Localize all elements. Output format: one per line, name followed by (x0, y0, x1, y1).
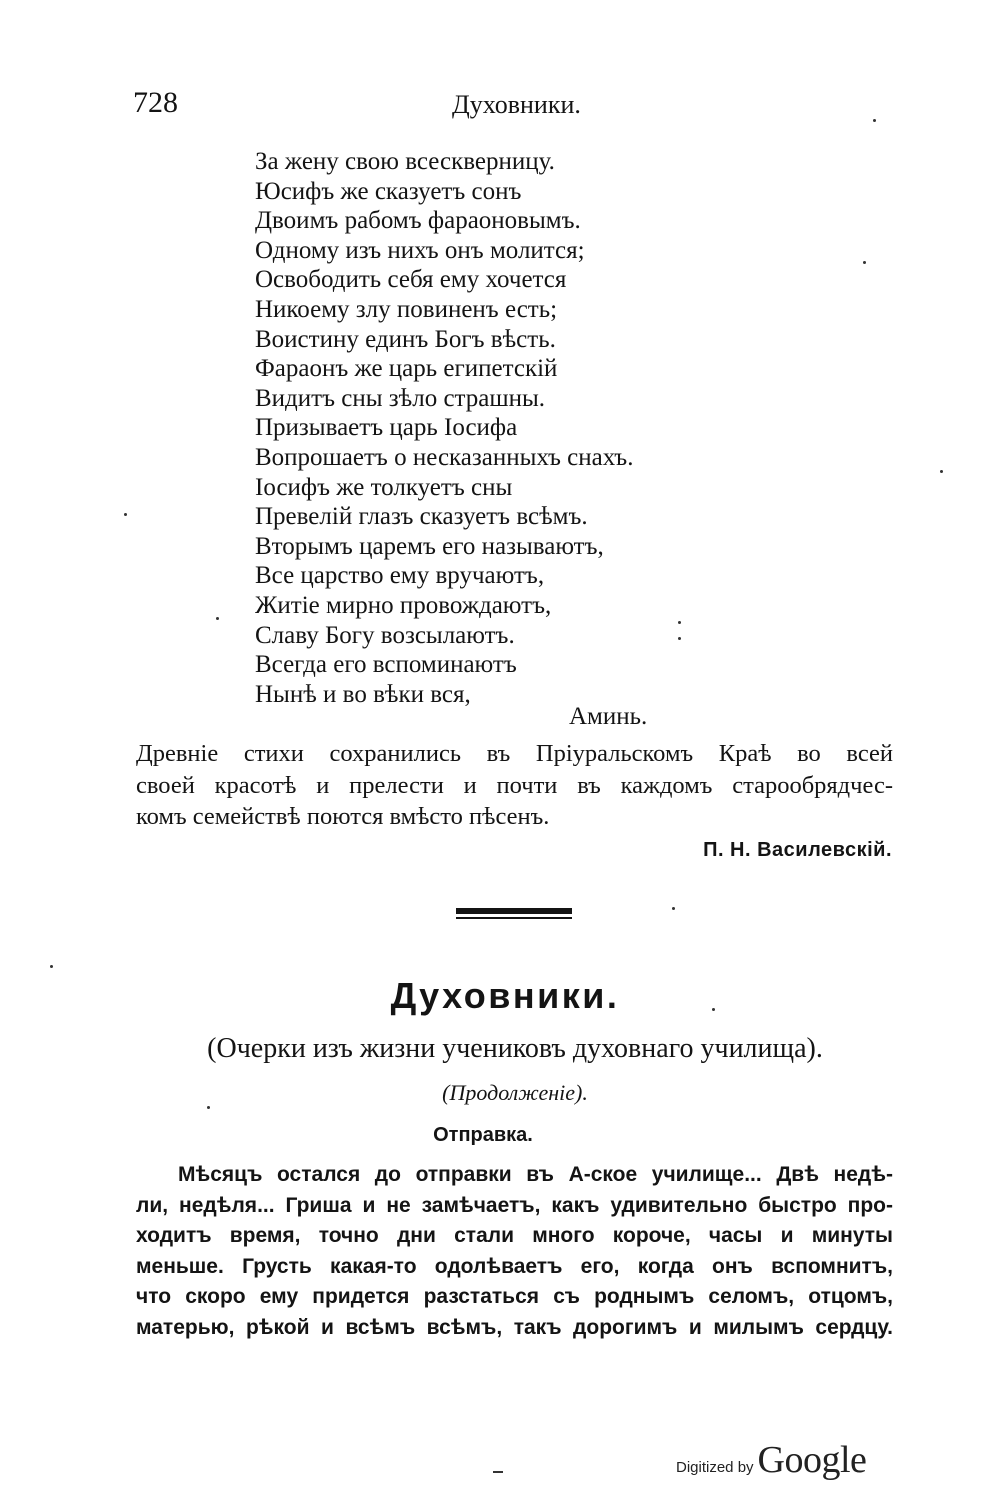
page-number: 728 (133, 86, 178, 119)
poem-line: Іосифъ же толкуетъ сны (255, 473, 513, 501)
closing-line: своей красотѣ и прелести и почти въ каждомъ старообрядчес- (136, 771, 893, 799)
scan-speck (940, 470, 943, 473)
poem-line: Славу Богу возсылаютъ. (255, 621, 515, 649)
article-title: Духовники. (390, 975, 620, 1016)
poem-line: Вопрошаетъ о несказанныхъ снахъ. (255, 443, 634, 471)
poem-line: Юсифъ же сказуетъ сонъ (255, 177, 522, 205)
poem-line: Всегда его вспоминаютъ (255, 651, 517, 679)
scan-speck (712, 1008, 715, 1011)
scan-speck (873, 119, 876, 122)
google-logo: Google (757, 1439, 867, 1481)
section-separator (456, 908, 572, 914)
poem-line: Вторымъ царемъ его называютъ, (255, 532, 604, 560)
poem-line: Житіе мирно провождаютъ, (255, 591, 552, 619)
continuation-note: (Продолженіе). (442, 1080, 588, 1105)
poem-line: Одному изъ нихъ онъ молится; (255, 236, 585, 264)
poem-line: Призываетъ царь Іосифа (255, 414, 518, 442)
scan-speck (678, 621, 681, 624)
body-line: матерью, рѣкой и всѣмъ всѣмъ, такъ дорогимъ и милымъ сердцу. (136, 1315, 893, 1339)
poem-line: Превелій глазъ сказуетъ всѣмъ. (255, 503, 588, 531)
article-body (136, 1160, 893, 1343)
poem-line: Воистину единъ Богъ вѣсть. (255, 325, 556, 353)
digitized-watermark (676, 1438, 866, 1482)
body-line: меньше. Грусть какая-то одолѣваетъ его, когда онъ вспомнитъ, (136, 1254, 893, 1278)
poem-block (255, 147, 633, 709)
author-signature: П. Н. Василевскій. (703, 839, 892, 861)
scan-speck (207, 1106, 210, 1109)
poem-line: Все царство ему вручаютъ, (255, 562, 545, 590)
poem-line: За жену свою всескверницу. (255, 148, 555, 175)
scan-speck (493, 1471, 503, 1473)
poem-line: Нынѣ и во вѣки вся, (255, 680, 471, 708)
scan-speck (216, 617, 219, 620)
watermark-prefix: Digitized by (676, 1459, 754, 1476)
poem-amen: Аминь. (569, 703, 648, 730)
scan-speck (863, 261, 866, 264)
poem-line: Фараонъ же царь египетскій (255, 355, 558, 383)
running-head: Духовники. (452, 90, 581, 119)
scan-speck (678, 637, 681, 640)
body-line: ходитъ время, точно дни стали много короче, часы и минуты (136, 1224, 893, 1247)
poem-line: Видитъ сны зѣло страшны. (255, 384, 546, 412)
closing-paragraph (136, 738, 893, 833)
scan-speck (50, 965, 53, 968)
poem-line: Двоимъ рабомъ фараоновымъ. (255, 207, 581, 235)
poem-line: Освободить себя ему хочется (255, 266, 567, 294)
scan-speck (672, 907, 675, 910)
article-subtitle: (Очерки изъ жизни учениковъ духовнаго училища). (207, 1033, 823, 1064)
poem-line: Никоему злу повиненъ есть; (255, 295, 558, 323)
scan-speck (124, 513, 127, 516)
body-line: ли, недѣля... Гриша и не замѣчаетъ, какъ удивительно быстро про- (136, 1193, 893, 1217)
closing-line: комъ семействѣ поются вмѣсто пѣсенъ. (136, 803, 550, 830)
closing-line: Древніе стихи сохранились въ Пріуральскомъ Краѣ во всей (136, 740, 893, 767)
body-line: Мѣсяцъ остался до отправки въ А-ское училище... Двѣ недѣ- (178, 1163, 893, 1186)
section-heading: Отправка. (433, 1124, 533, 1146)
body-line: что скоро ему придется разстаться съ роднымъ селомъ, отцомъ, (136, 1285, 893, 1308)
